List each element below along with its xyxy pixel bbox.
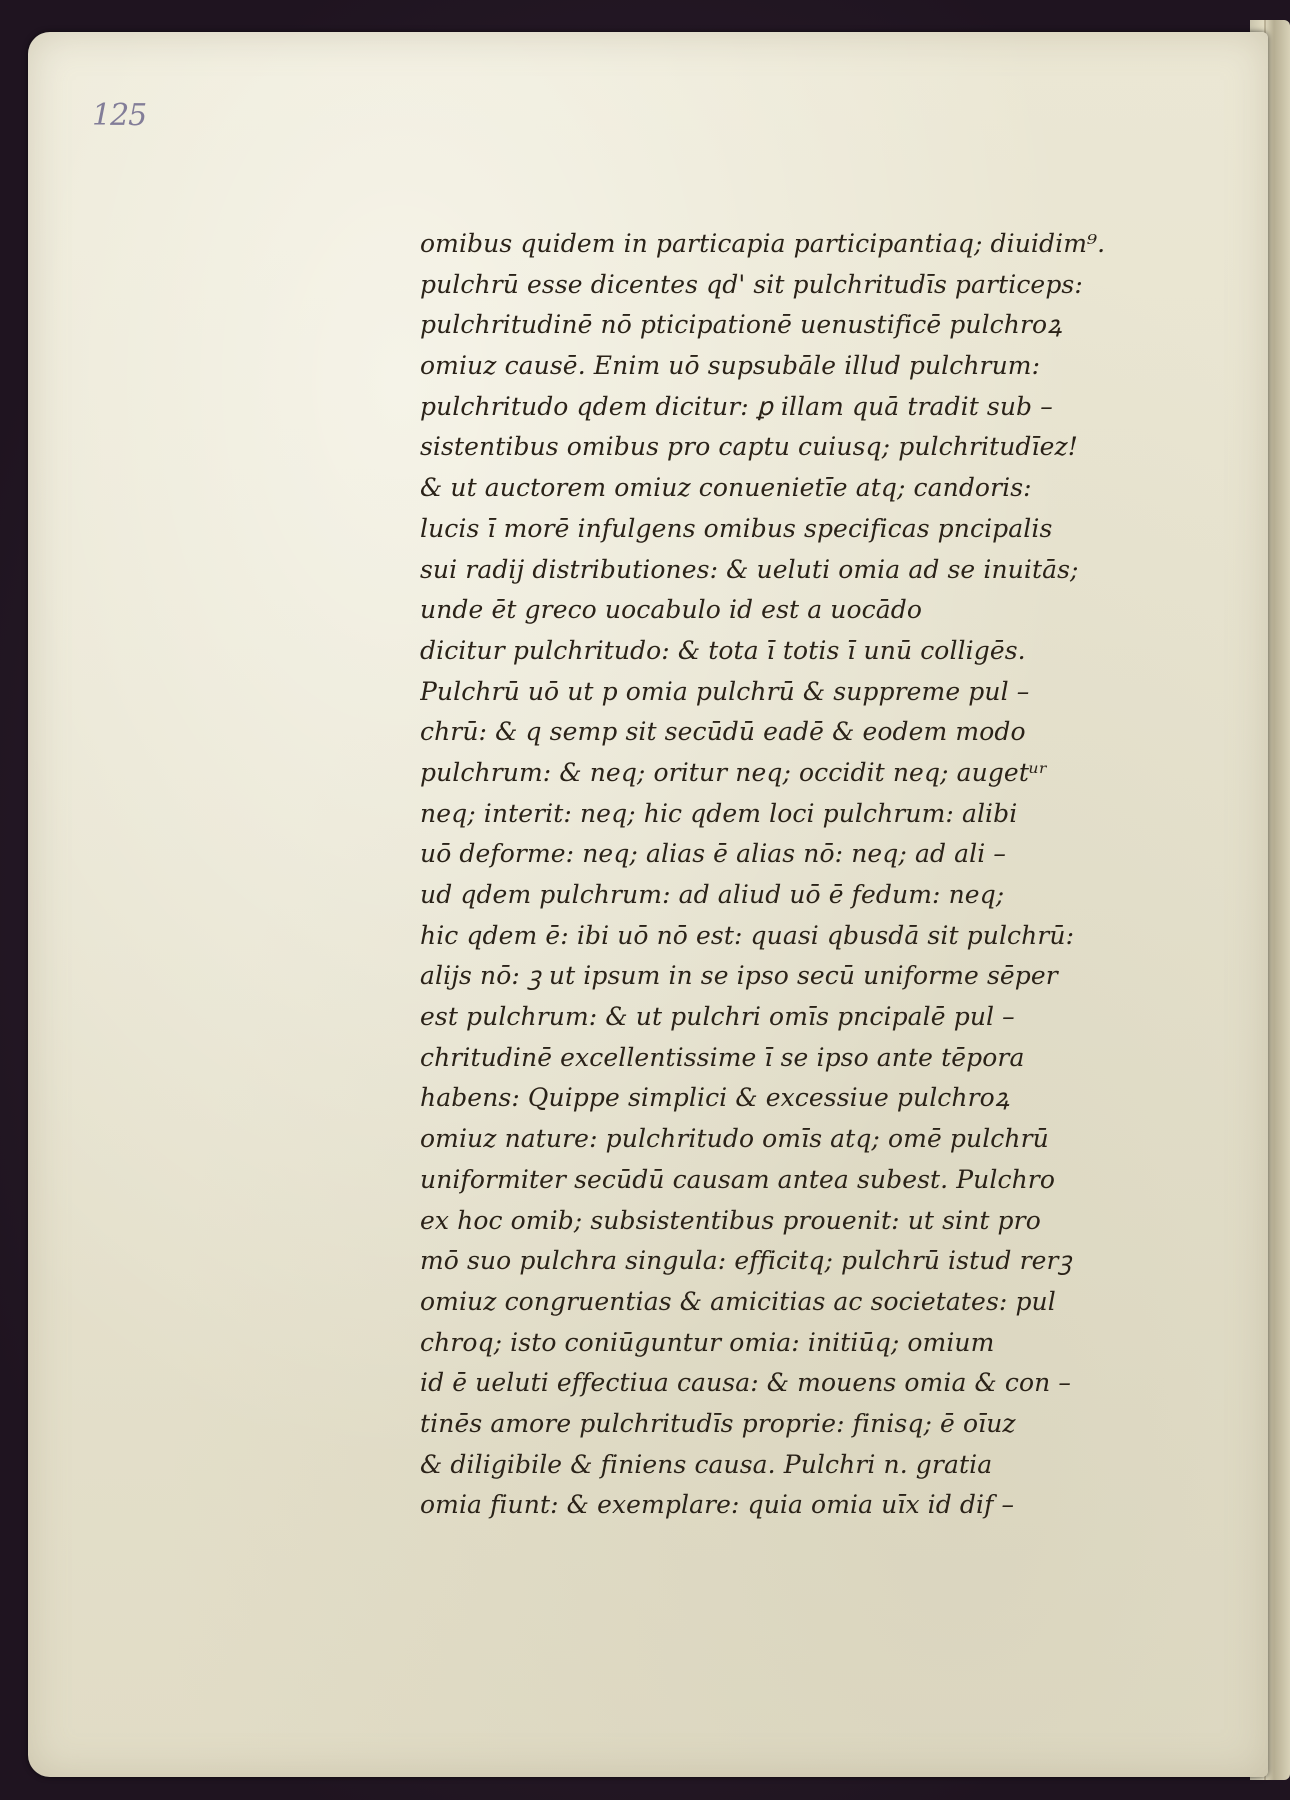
text-line: pulchrū esse dicentes qd' sit pulchritudīs particeps:	[420, 269, 1083, 299]
text-line: neq; interit: neq; hic qdem loci pulchrum: alibi	[420, 798, 1018, 828]
text-line: alijs nō: ꝫ ut ipsum in se ipso secū uniforme sēper	[420, 961, 1058, 991]
manuscript-page	[28, 32, 1268, 1777]
text-line: uniformiter secūdū causam antea subest. Pulchro	[420, 1164, 1055, 1194]
text-line: uō deforme: neq; alias ē alias nō: neq; ad ali –	[420, 839, 1006, 869]
text-line: & ut auctorem omiuz conuenietīe atq; candoris:	[420, 473, 1032, 503]
text-line: omiuz nature: pulchritudo omīs atq; omē pulchrū	[420, 1124, 1049, 1154]
text-line: & diligibile & finiens causa. Pulchri n. gratia	[420, 1449, 993, 1479]
text-line: omiuz causē. Enim uō supsubāle illud pulchrum:	[420, 351, 1041, 381]
text-line: omia fiunt: & exemplare: quia omia uīx id dif –	[420, 1490, 1015, 1520]
text-line: id ē ueluti effectiua causa: & mouens omia & con –	[420, 1368, 1072, 1398]
text-line: omiuz congruentias & amicitias ac societates: pul	[420, 1286, 1056, 1316]
text-line: omibus quidem in particapia participantiaq; diuidim⁹.	[420, 229, 1106, 258]
text-line: dicitur pulchritudo: & tota ī totis ī unū colligēs.	[420, 635, 1026, 665]
folio-number: 125	[92, 98, 147, 133]
text-line: pulchritudo qdem dicitur: ꝑ illam quā tradit sub –	[420, 391, 1053, 421]
text-line: tinēs amore pulchritudīs proprie: finisq; ē oīuz	[420, 1408, 1016, 1438]
text-block	[420, 224, 1190, 1526]
text-line: pulchrum: & neq; oritur neq; occidit neq; augetᵘʳ	[420, 757, 1048, 787]
text-line: est pulchrum: & ut pulchri omīs pncipalē pul –	[420, 1002, 1015, 1032]
text-line: ud qdem pulchrum: ad aliud uō ē fedum: neq;	[420, 880, 1005, 909]
text-line: unde ēt greco uocabulo id est a uocādo	[420, 595, 922, 625]
text-line: sistentibus omibus pro captu cuiusq; pulchritudīez!	[420, 432, 1078, 462]
text-line: chroq; isto coniūguntur omia: initiūq; omium	[420, 1327, 995, 1357]
text-line: lucis ī morē infulgens omibus specificas pncipalis	[420, 513, 1053, 543]
text-line: pulchritudinē nō pticipationē uenustificē pulchroꝝ	[420, 310, 1062, 340]
text-line: sui radij distributiones: & ueluti omia ad se inuitās;	[420, 554, 1079, 584]
text-line: chritudinē excellentissime ī se ipso ante tēpora	[420, 1042, 1025, 1072]
text-line: chrū: & q semp sit secūdū eadē & eodem modo	[420, 717, 1026, 747]
text-line: ex hoc omib; subsistentibus prouenit: ut sint pro	[420, 1205, 1041, 1235]
text-line: mō suo pulchra singula: efficitq; pulchrū istud rerꝫ	[420, 1246, 1072, 1276]
text-line: habens: Quippe simplici & excessiue pulchroꝝ	[420, 1083, 1010, 1113]
text-line: Pulchrū uō ut p omia pulchrū & suppreme pul –	[420, 676, 1030, 706]
text-line: hic qdem ē: ibi uō nō est: quasi qbusdā sit pulchrū:	[420, 920, 1075, 950]
